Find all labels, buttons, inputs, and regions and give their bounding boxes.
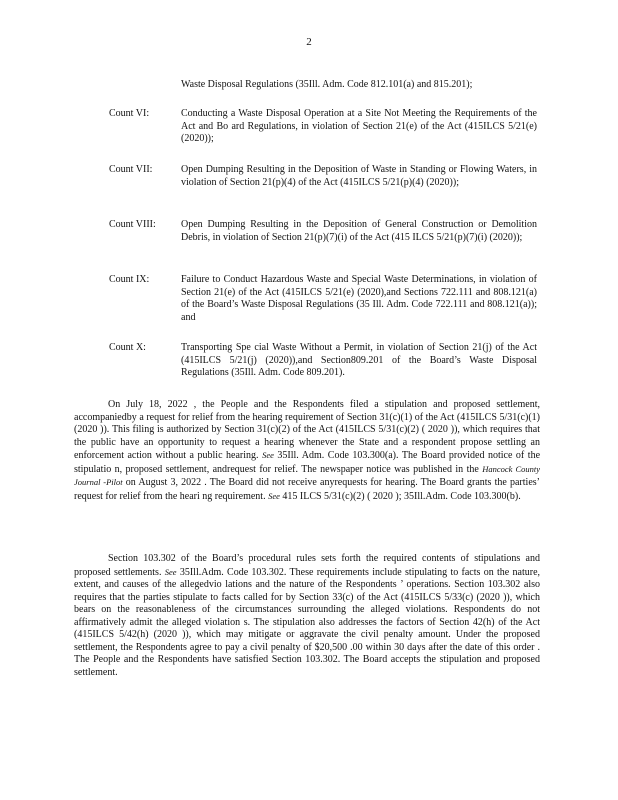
count-label: Count VI: [109,108,150,119]
paragraph-text: 35Ill. Adm. Code 103.300(a). The Board provided notice of the stipulatio n, proposed settlement, andrequest for relief. The newspaper notice was published in the [74,450,541,475]
count-label: Count IX: [109,274,150,285]
newspaper-name: Hancock County Journal -Pilot [74,463,540,487]
see-signal: See [262,450,274,460]
paragraph-text: 35Ill.Adm. Code 103.302. These requirements include stipulating to facts on the nature, extent, and causes of the allegedvio lations and the nature of the Respondents ’ operations. Section 103.302 also requires that the parties stipulate to facts called for by Section 33(c) of the Act (415ILCS 5/33(c) (2020 )), which bears on the reasonableness of the circumstances surrounding the alleged violations. Respondents do not affirmatively admit the alleged violation s. The stipulation also addresses the factors of Section 42(h) of the Act (415ILCS 5/42(h) (2020 )), which may mitigate or aggravate the civil penalty amount. Under the proposed settlement, the Respondents agree to pay a civil penalty of $20,500 .00 within 30 days after the date of this order . The People and the Respondents have satisfied Section 103.302. The Board accepts the stipulation and proposed settlement. [74,566,541,678]
count-label: Count VII: [109,164,153,175]
see-signal: See [164,566,177,577]
procedural-rules-paragraph [74,553,540,679]
paragraph-text: on August 3, 2022 . The Board did not receive anyrequests for hearing. The Board grants the parties’ request for relief from the heari ng requirement. [74,477,540,502]
count-description: Failure to Conduct Hazardous Waste and Special Waste Determinations, in violation of Section 21(e) of the Act (415ILCS 5/21(e) (2020),and Sections 722.111 and 808.121(a) of the Board’s Waste Disposal Regulations (35 Ill. Adm. Code 722.111 and 808.121(a)); and [181,274,537,323]
paragraph-text: Section 103.302 of the Board’s procedural rules sets forth the required contents of stipulations and proposed settlements. [74,553,540,578]
page-number: 2 [306,36,312,48]
see-signal: See [268,490,280,501]
settlement-paragraph [74,399,540,503]
count-label: Count VIII: [109,219,156,230]
paragraph-text: 415 ILCS 5/31(c)(2) ( 2020 ); 35Ill.Adm. Code 103.300(b). [282,490,521,502]
count-description: Open Dumping Resulting in the Deposition of General Construction or Demolition Debris, in violation of Section 21(p)(7)(i) of the Act (415 ILCS 5/21(p)(7)(i) (2020)); [181,219,537,243]
continued-count-text: Waste Disposal Regulations (35Ill. Adm. Code 812.101(a) and 815.201); [181,79,473,90]
count-description: Transporting Spe cial Waste Without a Permit, in violation of Section 21(j) of the Act (415ILCS 5/21(j) (2020)),and Section809.201 of the Board’s Waste Disposal Regulations (35Ill. Adm. Code 809.201). [181,342,537,378]
count-label: Count X: [109,342,146,353]
count-description: Conducting a Waste Disposal Operation at a Site Not Meeting the Requirements of the Act and Bo ard Regulations, in violation of Section 21(e) of the Act (415ILCS 5/21(e) (2020)); [181,108,537,144]
paragraph-text: On July 18, 2022 , the People and the Respondents filed a stipulation and proposed settlement, accompaniedby a request for relief from the hearing requirement of Section 31(c)(1) of the Act (415ILCS 5/31(c)(1) (2020 )). This filing is authorized by Section 31(c)(2) of the Act (415ILCS 5/31(c)(2) ( 2020 )), which requires that the public have an opportunity to request a hearing whenever the State and a respondent propose settling an enforcement action without a public hearing. [74,399,540,461]
count-description: Open Dumping Resulting in the Deposition of Waste in Standing or Flowing Waters, in violation of Section 21(p)(4) of the Act (415ILCS 5/21(p)(4) (2020)); [181,164,537,188]
